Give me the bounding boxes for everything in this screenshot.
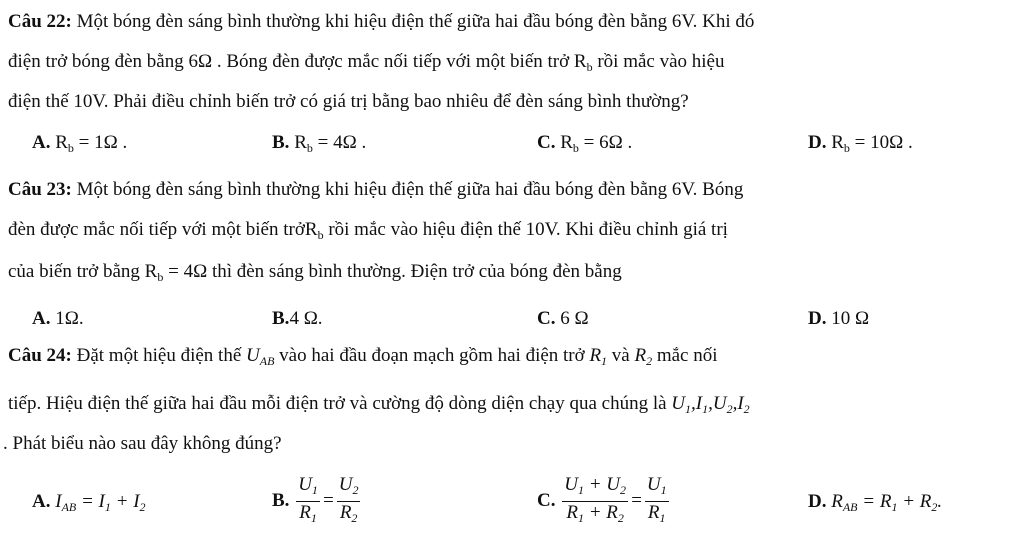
- q23-option-c[interactable]: [537, 307, 589, 331]
- option-text: = 4Ω .: [312, 132, 367, 153]
- q24-r2: $R_2$: [634, 345, 653, 368]
- formula-b: $\frac{U_1}{R_1}$ = $\frac{U_2}{R_2}$: [298, 474, 359, 525]
- q23-option-b[interactable]: [272, 307, 323, 331]
- option-letter: B.: [272, 489, 290, 511]
- q24-uab: $U_{AB}$: [246, 345, 275, 368]
- q23-line1: [8, 178, 743, 202]
- q22-label: Câu 22:: [8, 11, 72, 32]
- q22-option-b[interactable]: B. $R_b = 4\Omega$ .: [272, 132, 367, 155]
- q24-line2: [8, 392, 750, 421]
- q23-rb: $R_b$: [304, 219, 324, 242]
- q24-label: Câu 24:: [8, 345, 72, 366]
- option-text: 6 Ω: [555, 308, 589, 329]
- q24-option-c[interactable]: [537, 474, 671, 529]
- option-text: = 10Ω .: [849, 132, 913, 153]
- q22-text2b: rồi mắc vào hiệu: [592, 51, 725, 72]
- q24-option-a[interactable]: [32, 490, 146, 519]
- option-text: 10 Ω: [826, 308, 870, 329]
- formula-a: $I_{AB} = I_1 + I_2$: [55, 491, 146, 514]
- q22-rb: $R_b$: [573, 51, 593, 74]
- q23-text1: Một bóng đèn sáng bình thường khi hiệu điện thế giữa hai đầu bóng đèn bằng 6V. Bóng: [71, 179, 744, 200]
- q24-option-b[interactable]: [272, 474, 362, 529]
- q23-option-a[interactable]: [32, 307, 84, 331]
- option-text: = 6Ω .: [578, 132, 633, 153]
- q23-line3: [8, 260, 622, 289]
- q24-text1d: mắc nối: [652, 345, 718, 366]
- formula-d: $R_{AB} = R_1 + R_2$.: [831, 491, 943, 514]
- option-letter: A.: [32, 132, 51, 153]
- q22-text1: Một bóng đèn sáng bình thường khi hiệu điện thế giữa hai đầu bóng đèn bằng 6V. Khi đó: [71, 11, 755, 32]
- q24-line3: . Phát biểu nào sau đây không đúng?: [3, 433, 282, 454]
- q23-label: Câu 23:: [8, 179, 72, 200]
- q22-text2a: điện trở bóng đèn bằng 6Ω . Bóng đèn được mắc nối tiếp với một biến trở: [8, 51, 574, 72]
- option-letter: C.: [537, 308, 556, 329]
- q24-r1: $R_1$: [589, 345, 608, 368]
- option-text: = 1Ω .: [73, 132, 128, 153]
- q22-line3: điện thế 10V. Phải điều chỉnh biến trở có giá trị bằng bao nhiêu để đèn sáng bình thường?: [8, 91, 689, 112]
- q23-text3a: của biến trở bằng: [8, 261, 145, 282]
- option-letter: D.: [808, 491, 827, 512]
- q23-text2b: rồi mắc vào hiệu điện thế 10V. Khi điều chỉnh giá trị: [323, 219, 728, 240]
- formula-c: $\frac{U_1 + U_2}{R_1 + R_2}$ = $\frac{U_1}{R_1}$: [564, 474, 667, 525]
- q22-option-c[interactable]: C. $R_b = 6\Omega$ .: [537, 132, 633, 155]
- q22-line2: [8, 50, 725, 79]
- q23-rb2: $R_b$: [144, 261, 164, 284]
- option-text: 4 Ω.: [289, 308, 323, 329]
- q24-text2: tiếp. Hiệu điện thế giữa hai đầu mỗi điện trở và cường độ dòng diện chạy qua chúng là: [8, 393, 672, 414]
- q24-text1b: vào hai đầu đoạn mạch gồm hai điện trở: [274, 345, 590, 366]
- q22-line1: [8, 10, 754, 34]
- option-letter: A.: [32, 491, 51, 512]
- q23-line2: [8, 218, 728, 247]
- option-letter: C.: [537, 132, 556, 153]
- q23-text2a: đèn được mắc nối tiếp với một biến trở: [8, 219, 305, 240]
- q24-line1: [8, 344, 718, 373]
- option-letter: D.: [808, 308, 827, 329]
- option-letter: D.: [808, 132, 827, 153]
- q24-option-d[interactable]: [808, 490, 942, 519]
- q23-text3b: = 4Ω thì đèn sáng bình thường. Điện trở của bóng đèn bằng: [163, 261, 622, 282]
- q24-text1c: và: [607, 345, 635, 366]
- q24-vars: $U_1,I_1,U_2,I_2$: [671, 393, 750, 416]
- q22-option-a[interactable]: A. $R_b = 1\Omega$ .: [32, 132, 128, 155]
- option-letter: B.: [272, 308, 290, 329]
- q23-option-d[interactable]: [808, 307, 869, 331]
- q24-text1a: Đặt một hiệu điện thế: [71, 345, 247, 366]
- option-letter: C.: [537, 489, 556, 511]
- option-letter: B.: [272, 132, 290, 153]
- option-text: 1Ω.: [50, 308, 84, 329]
- q22-option-d[interactable]: D. $R_b = 10\Omega$ .: [808, 132, 913, 155]
- option-letter: A.: [32, 308, 51, 329]
